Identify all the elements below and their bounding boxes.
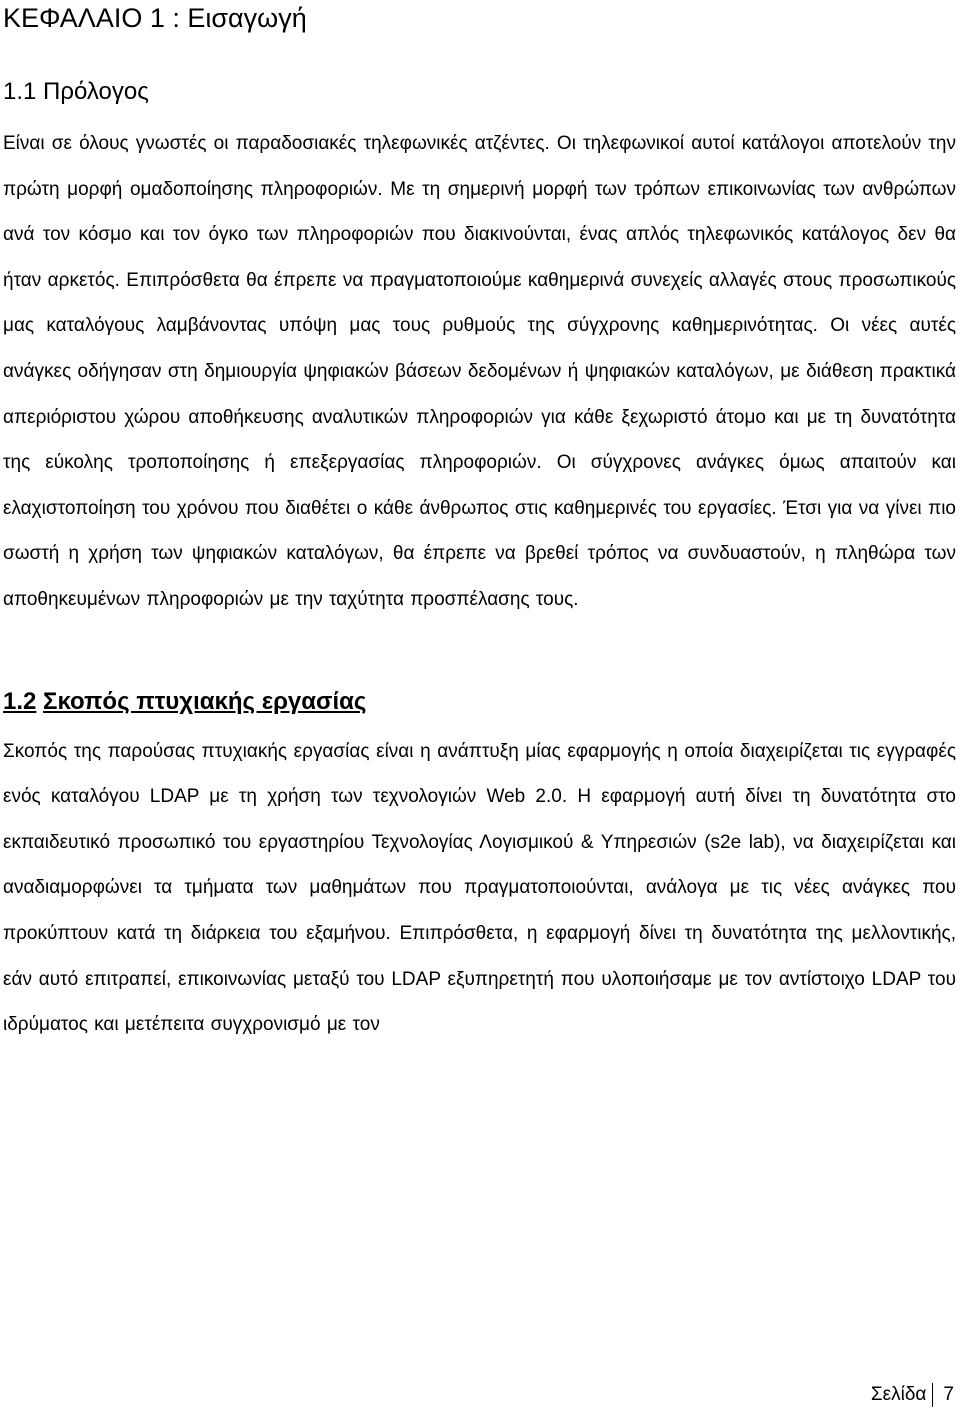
footer-separator xyxy=(932,1383,933,1407)
chapter-title: ΚΕΦΑΛΑΙΟ 1 : Εισαγωγή xyxy=(3,3,307,33)
page-footer xyxy=(871,1383,954,1407)
section-title-text: Σκοπός πτυχιακής εργασίας xyxy=(43,687,367,715)
section-number: 1.2 xyxy=(3,687,37,715)
section-title-prologue: 1.1 Πρόλογος xyxy=(3,78,149,105)
section-paragraph-purpose: Σκοπός της παρούσας πτυχιακής εργασίας είναι η ανάπτυξη μίας εφαρμογής η οποία διαχειρίζεται τις εγγραφές ενός καταλόγου LDAP με τη χρήση των τεχνολογιών Web 2.0. Η εφαρμογή αυτή δίνει τη δυνατότητα στο εκπαιδευτικό προσωπικό του εργαστηρίου Τεχνολογίας Λογισμικού & Υπηρεσιών (s2e lab), να διαχειρίζεται και αναδιαμορφώνει τα τμήματα των μαθημάτων που πραγματοποιούνται, ανάλογα με τις νέες ανάγκες που προκύπτουν κατά τη διάρκεια του εξαμήνου. Επιπρόσθετα, η εφαρμογή δίνει τη δυνατότητα της μελλοντικής, εάν αυτό επιτραπεί, επικοινωνίας μεταξύ του LDAP εξυπηρετητή που υλοποιήσαμε με τον αντίστοιχο LDAP του ιδρύματος και μετέπειτα συγχρονισμό με τον xyxy=(3,740,956,1036)
page-number: 7 xyxy=(943,1384,954,1405)
section-title-purpose xyxy=(3,687,956,717)
page-label: Σελίδα xyxy=(870,1384,927,1405)
section-paragraph-prologue: Είναι σε όλους γνωστές οι παραδοσιακές τηλεφωνικές ατζέντες. Οι τηλεφωνικοί αυτοί κατάλογοι αποτελούν την πρώτη μορφή ομαδοποίησης πληροφοριών. Με τη σημερινή μορφή των τρόπων επικοινωνίας των ανθρώπων ανά τον κόσμο και τον όγκο των πληροφοριών που διακινούνται, ένας απλός τηλεφωνικός κατάλογος δεν θα ήταν αρκετός. Επιπρόσθετα θα έπρεπε να πραγματοποιούμε καθημερινά συνεχείς αλλαγές στους προσωπικούς μας καταλόγους λαμβάνοντας υπόψη μας τους ρυθμούς της σύγχρονης καθημερινότητας. Οι νέες αυτές ανάγκες οδήγησαν στη δημιουργία ψηφιακών βάσεων δεδομένων ή ψηφιακών καταλόγων, με διάθεση πρακτικά απεριόριστου χώρου αποθήκευσης αναλυτικών πληροφοριών για κάθε ξεχωριστό άτομο και με τη δυνατότητα της εύκολης τροποποίησης ή επεξεργασίας πληροφοριών. Οι σύγχρονες ανάγκες όμως απαιτούν και ελαχιστοποίηση του χρόνου που διαθέτει ο κάθε άνθρωπος στις καθημερινές του εργασίες. Έτσι για να γίνει πιο σωστή η χρήση των ψηφιακών καταλόγων, θα έπρεπε να βρεθεί τρόπος να συνδυαστούν, η πληθώρα των αποθηκευμένων πληροφοριών με την ταχύτητα προσπέλασης τους. xyxy=(3,133,956,610)
